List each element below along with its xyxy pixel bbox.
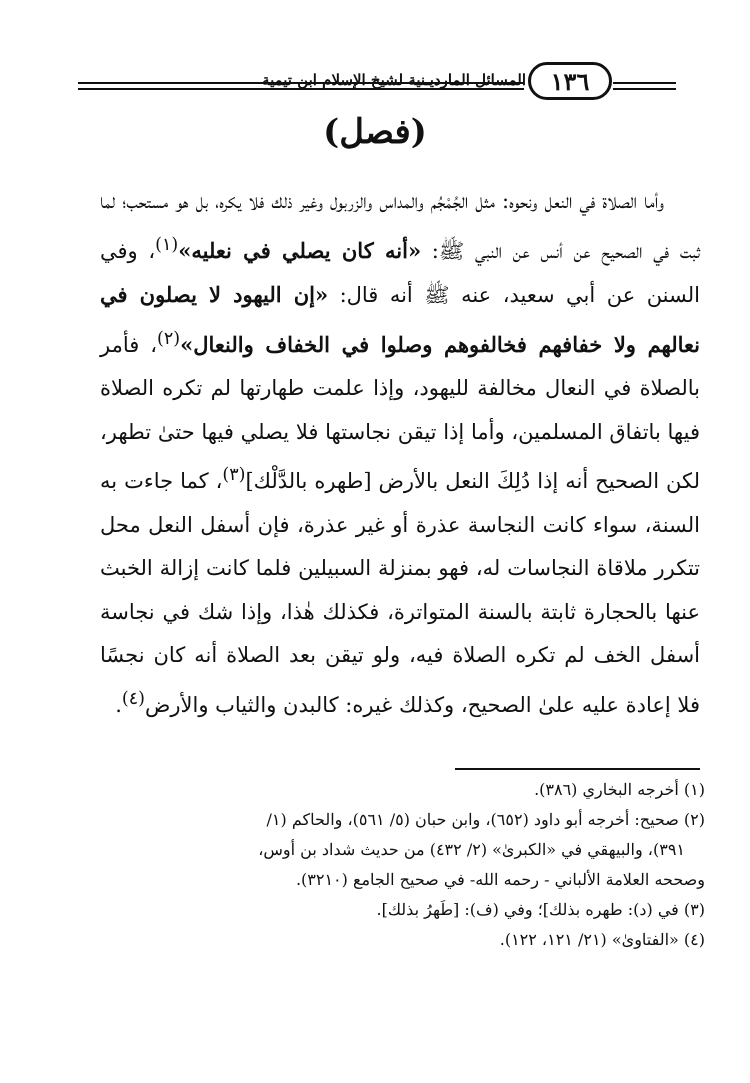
running-header bbox=[78, 60, 676, 106]
text-segment: ، كما جاءت به السنة، سواء كانت النجاسة عذرة أو غير عذرة، فإن أسفل النعل محل تتكرر ملاقاة النجاسات له، فهو بمنزلة السبيلين فلما كانت إزالة الخبث عنها بالحجارة ثابتة بالسنة المتواترة، فكذلك هٰذا، وإذا شك في نجاسة أسفل الخف لم تكره الصلاة فيه، ولو تيقن بعد الصلاة أنه كان نجسًا فلا إعادة عليه علىٰ الصحيح، وكذلك غيره: كالبدن والثياب والأرض bbox=[100, 469, 700, 717]
page-number: ١٣٦ bbox=[550, 66, 590, 96]
footnote-separator bbox=[455, 768, 700, 770]
footnote-3: (٣) في (د): طهره بذلك]؛ وفي (ف): [طَهرُ بذلك]. bbox=[376, 900, 705, 919]
hadith-quote: «إن اليهود لا يصلون في نعالهم ولا خفافهم فخالفوهم وصلوا في الخفاف والنعال» bbox=[100, 282, 700, 357]
page-number-badge bbox=[528, 62, 612, 100]
text-segment: ، فأمر بالصلاة في النعال مخالفة لليهود، وإذا علمت طهارتها لم تكره الصلاة فيها باتفاق المسلمين، وأما إذا تيقن نجاستها فلا يصلي فيها حتىٰ تطهر، لكن الصحيح أنه إذا دُلِكَ النعل بالأرض [طهره بالدَّلْك] bbox=[100, 332, 701, 493]
text-segment: ، وفي السنن عن أبي سعيد، عنه ﷺ أنه قال: bbox=[100, 238, 700, 307]
text-segment: . bbox=[115, 692, 122, 717]
footnotes bbox=[100, 775, 705, 955]
running-title: المسائل المارديـنية لشيخ الإسلام ابن تيمية bbox=[262, 71, 526, 89]
footnote-2-continued: ٣٩١)، والبيهقي في «الكبرىٰ» (٢/ ٤٣٢) من حديث شداد بن أوس، bbox=[258, 840, 685, 859]
footnote-1: (١) أخرجه البخاري (٣٨٦). bbox=[534, 780, 705, 799]
footnote-ref[interactable]: (٢) bbox=[157, 328, 181, 349]
footnote-ref[interactable]: (٤) bbox=[121, 688, 145, 709]
footnote-ref[interactable]: (١) bbox=[155, 234, 179, 255]
hadith-quote: «أنه كان يصلي في نعليه» bbox=[178, 237, 422, 263]
footnote-4: (٤) «الفتاوىٰ» (٢١/ ١٢١، ١٢٢). bbox=[499, 930, 705, 949]
footnote-2: (٢) صحيح: أخرجه أبو داود (٦٥٢)، وابن حبان (٥/ ٥٦١)، والحاكم (١/ bbox=[266, 810, 705, 829]
header-rule-right bbox=[613, 82, 676, 90]
text-segment: وأما الصلاة في النعل ونحوه: مثل الجُمْجُم والمداس والزربول وغير ذلك فلا يكره، بل هو مستحب؛ لما ثبت في الصحيح عن أنس عن النبي ﷺ: bbox=[100, 189, 701, 263]
main-paragraph bbox=[100, 180, 700, 727]
section-title: (فصل) bbox=[323, 112, 427, 152]
footnote-2-continued: وصححه العلامة الألباني - رحمه الله- في صحيح الجامع (٣٢١٠). bbox=[295, 870, 705, 889]
footnote-ref[interactable]: (٣) bbox=[222, 465, 246, 485]
